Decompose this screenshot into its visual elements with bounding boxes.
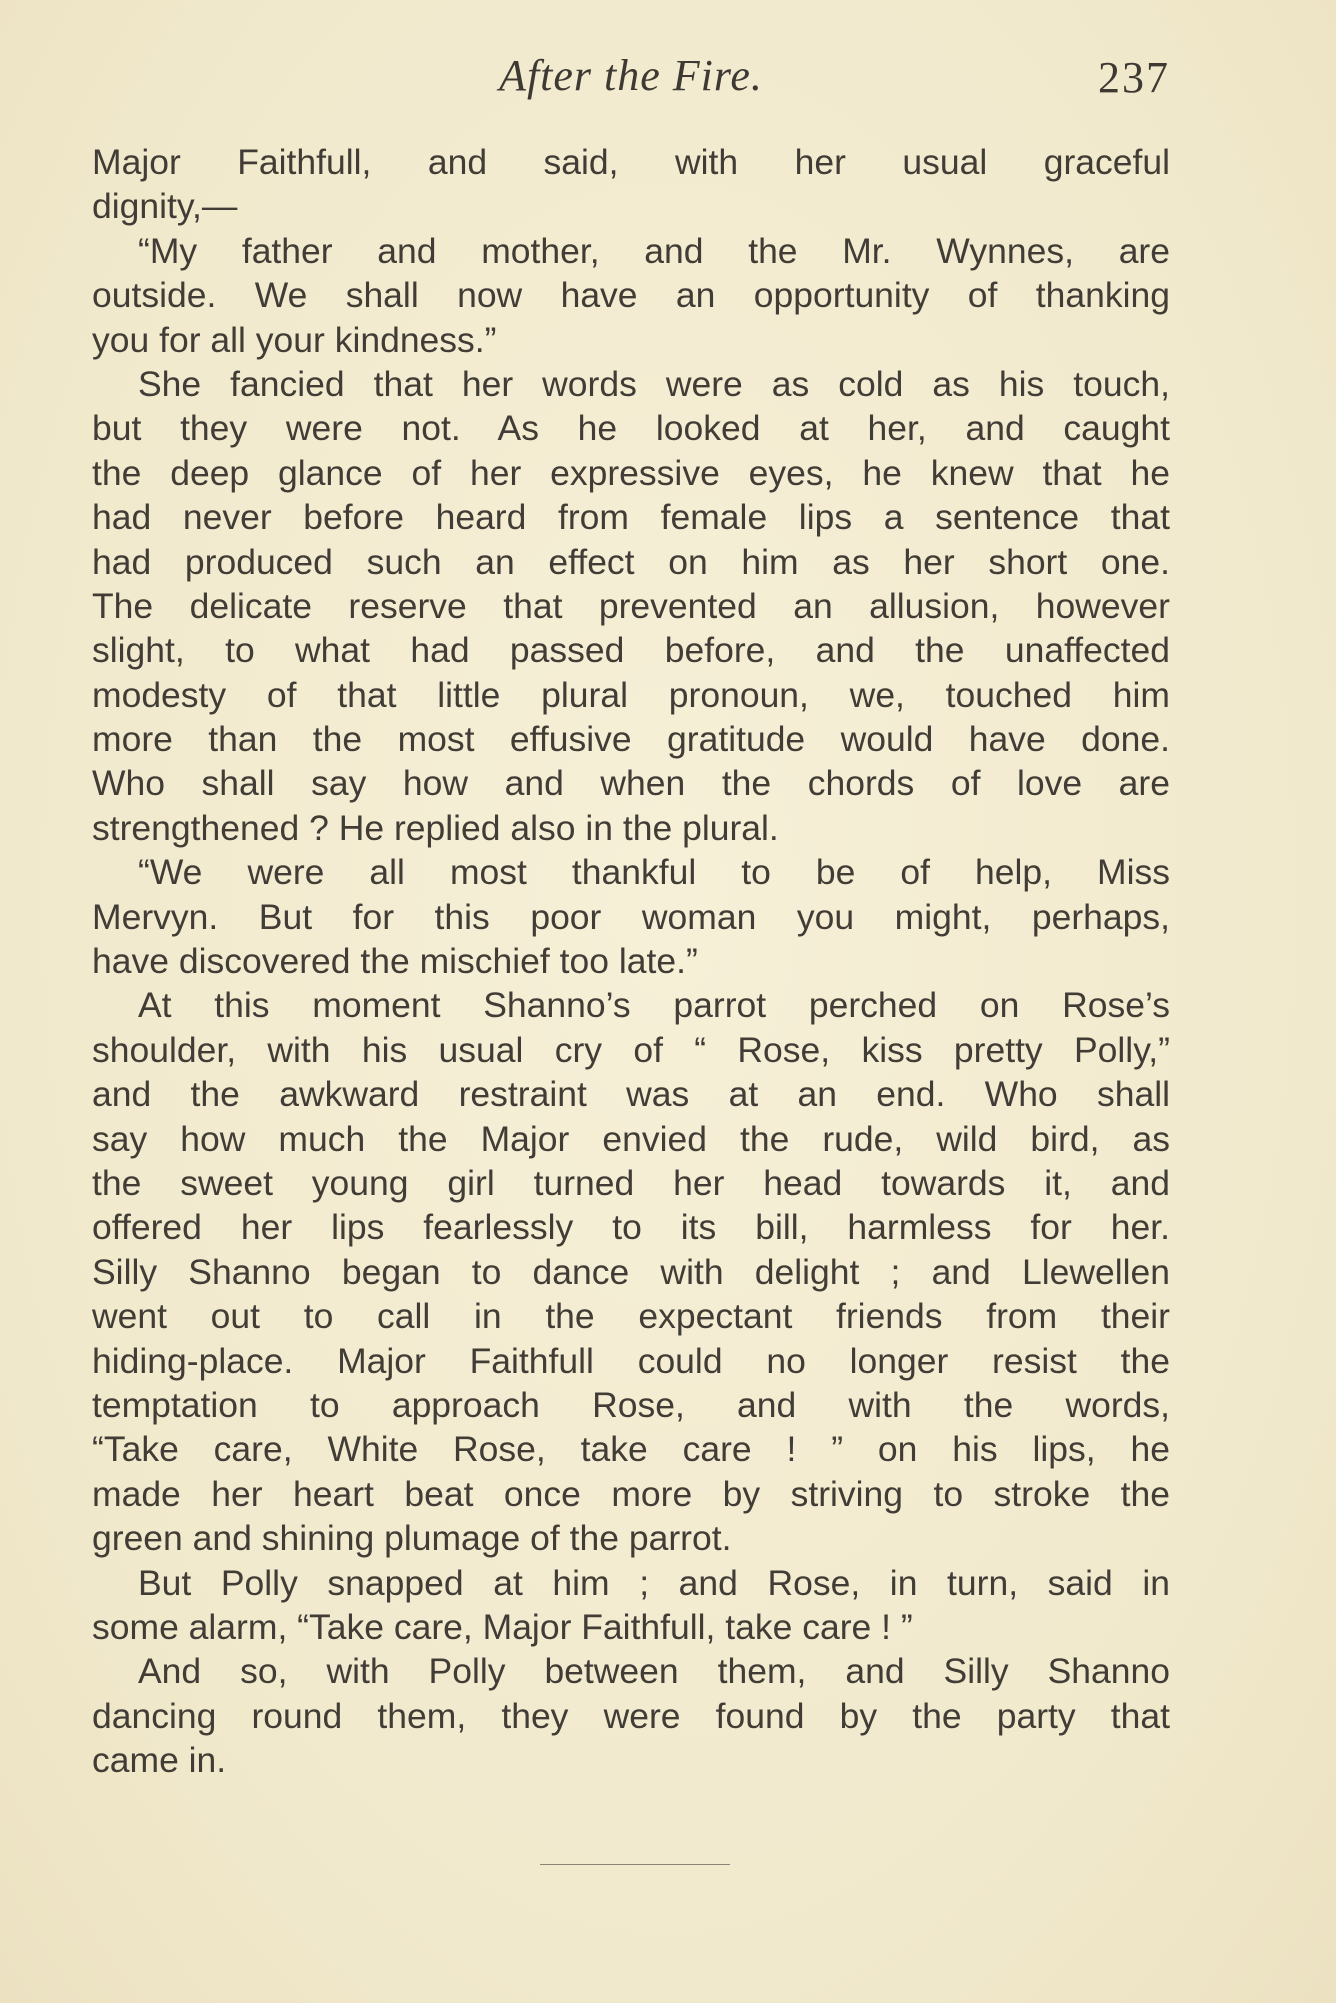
text-line: dancing round them, they were found by the party that	[92, 1695, 1170, 1736]
text-line: made her heart beat once more by striving to stroke the	[92, 1473, 1170, 1514]
text-line: the sweet young girl turned her head towards it, and	[92, 1162, 1170, 1203]
text-line: slight, to what had passed before, and the unaffected	[92, 630, 1170, 671]
text-line: “We were all most thankful to be of help, Miss	[138, 852, 1170, 893]
section-end-rule	[540, 1864, 730, 1865]
text-line: dignity,—	[92, 186, 238, 227]
body-text	[92, 140, 1170, 1782]
text-line: “My father and mother, and the Mr. Wynnes, are	[138, 230, 1170, 271]
text-line: hiding-place. Major Faithfull could no longer resist the	[92, 1340, 1170, 1381]
text-line: shoulder, with his usual cry of “ Rose, kiss pretty Polly,”	[92, 1029, 1170, 1070]
text-line: Silly Shanno began to dance with delight ; and Llewellen	[92, 1251, 1170, 1292]
text-line: some alarm, “Take care, Major Faithfull, take care ! ”	[92, 1606, 913, 1647]
text-line: “Take care, White Rose, take care ! ” on his lips, he	[92, 1429, 1170, 1470]
text-line: but they were not. As he looked at her, and caught	[92, 408, 1170, 449]
text-line: offered her lips fearlessly to its bill, harmless for her.	[92, 1207, 1170, 1248]
text-line: Major Faithfull, and said, with her usual graceful	[92, 142, 1170, 182]
text-line: At this moment Shanno’s parrot perched on Rose’s	[138, 985, 1170, 1026]
text-line: green and shining plumage of the parrot.	[92, 1518, 732, 1559]
text-line: She fancied that her words were as cold as his touch,	[138, 363, 1170, 404]
text-line: temptation to approach Rose, and with the words,	[92, 1384, 1170, 1425]
text-line: Mervyn. But for this poor woman you might, perhaps,	[92, 896, 1170, 937]
text-line: Who shall say how and when the chords of love are	[92, 763, 1170, 804]
text-line: had produced such an effect on him as her short one.	[92, 541, 1170, 582]
text-line: modesty of that little plural pronoun, we, touched him	[92, 674, 1170, 715]
text-line: strengthened ? He replied also in the plural.	[92, 807, 779, 848]
text-line: say how much the Major envied the rude, wild bird, as	[92, 1118, 1170, 1159]
text-line: outside. We shall now have an opportunity of thanking	[92, 275, 1170, 316]
text-line: the deep glance of her expressive eyes, he knew that he	[92, 452, 1170, 493]
text-line: you for all your kindness.”	[92, 319, 497, 360]
running-head	[92, 50, 1170, 110]
text-line: came in.	[92, 1740, 227, 1781]
text-line: had never before heard from female lips a sentence that	[92, 497, 1170, 538]
text-line: more than the most effusive gratitude would have done.	[92, 719, 1170, 760]
page-number: 237	[1098, 53, 1170, 102]
text-line: The delicate reserve that prevented an allusion, however	[92, 585, 1170, 626]
text-line: But Polly snapped at him ; and Rose, in turn, said in	[138, 1562, 1170, 1603]
running-title: After the Fire.	[499, 51, 763, 100]
text-line: And so, with Polly between them, and Silly Shanno	[138, 1651, 1170, 1692]
text-line: went out to call in the expectant friends from their	[92, 1296, 1170, 1337]
text-line: and the awkward restraint was at an end. Who shall	[92, 1074, 1170, 1115]
text-line: have discovered the mischief too late.”	[92, 941, 698, 982]
